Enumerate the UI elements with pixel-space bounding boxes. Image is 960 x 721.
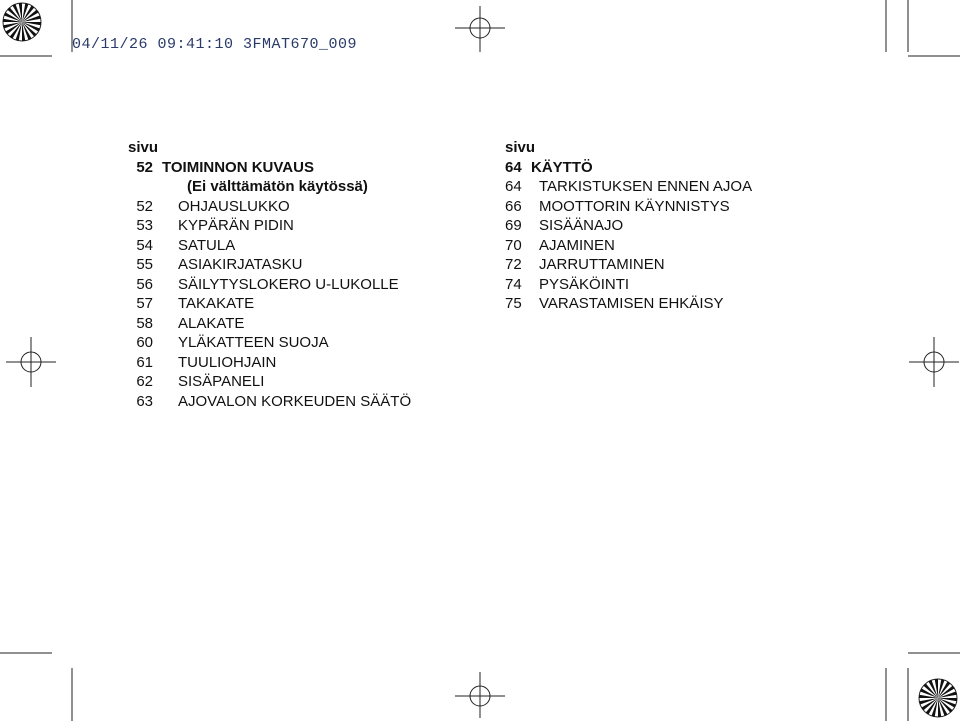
toc-title: TUULIOHJAIN — [178, 353, 277, 371]
toc-title: ASIAKIRJATASKU — [178, 256, 303, 273]
toc-page-number: 52 — [136, 158, 153, 176]
toc-entry — [128, 255, 411, 275]
toc-page-number: 62 — [136, 373, 153, 390]
toc-page-number: 52 — [136, 197, 153, 215]
toc-entry — [128, 236, 411, 256]
toc-title: ALAKATE — [178, 314, 245, 332]
toc-title: SATULA — [178, 236, 236, 254]
toc-title: TAKAKATE — [178, 295, 255, 312]
toc-page-number: 58 — [136, 314, 153, 332]
toc-section-heading — [505, 158, 752, 178]
page-column-heading: sivu — [505, 139, 536, 156]
toc-entry — [128, 216, 411, 236]
toc-title: (Ei välttämätön käytössä) — [187, 178, 368, 195]
toc-entry — [128, 275, 411, 295]
toc-entry — [505, 275, 752, 295]
toc-left-column — [128, 138, 411, 411]
toc-title: YLÄKATTEEN SUOJA — [178, 334, 329, 351]
toc-title: TOIMINNON KUVAUS — [162, 158, 314, 176]
toc-entry — [128, 333, 411, 353]
page-column-heading: sivu — [128, 139, 159, 156]
toc-entry — [505, 216, 752, 236]
toc-page-number: 66 — [505, 197, 522, 215]
starburst-target-top-left — [3, 3, 41, 41]
toc-title: SÄILYTYSLOKERO U-LUKOLLE — [178, 275, 399, 293]
toc-page-number: 57 — [136, 295, 153, 312]
toc-entry — [128, 314, 411, 334]
toc-page-number: 75 — [505, 295, 522, 312]
starburst-target-bottom-right — [919, 679, 957, 717]
toc-title: KÄYTTÖ — [531, 158, 593, 176]
toc-entry — [128, 392, 411, 412]
toc-page-number: 53 — [136, 217, 153, 234]
toc-entry — [128, 294, 411, 314]
toc-title: VARASTAMISEN EHKÄISY — [539, 295, 724, 312]
toc-title: PYSÄKÖINTI — [539, 275, 630, 293]
toc-entry — [505, 294, 752, 314]
toc-section-heading — [128, 158, 411, 178]
toc-section-note — [128, 177, 411, 197]
toc-title: TARKISTUKSEN ENNEN AJOA — [539, 178, 753, 195]
toc-title: SISÄÄNAJO — [539, 217, 624, 234]
toc-title: JARRUTTAMINEN — [539, 256, 665, 273]
toc-page-number: 64 — [505, 178, 522, 195]
toc-page-number: 60 — [136, 334, 153, 351]
toc-entry — [505, 177, 752, 197]
toc-title: KYPÄRÄN PIDIN — [178, 217, 294, 234]
crosshair-top — [455, 6, 505, 52]
toc-page-number: 56 — [136, 275, 153, 293]
toc-entry — [505, 236, 752, 256]
print-slug-line: 04/11/26 09:41:10 3FMAT670_009 — [72, 36, 358, 53]
toc-page-number — [128, 177, 153, 197]
toc-page-number: 70 — [505, 236, 522, 254]
toc-page-number: 74 — [505, 275, 522, 293]
toc-title: OHJAUSLUKKO — [178, 197, 290, 215]
toc-page-number: 61 — [136, 353, 153, 371]
toc-page-number: 64 — [505, 158, 522, 176]
toc-title: AJAMINEN — [539, 236, 615, 254]
toc-title: SISÄPANELI — [178, 373, 265, 390]
toc-title: MOOTTORIN KÄYNNISTYS — [539, 197, 730, 215]
toc-page-number: 69 — [505, 217, 522, 234]
toc-entry — [505, 255, 752, 275]
toc-page-number: 54 — [136, 236, 153, 254]
toc-entry — [128, 353, 411, 373]
toc-entry — [128, 372, 411, 392]
toc-page-number: 63 — [136, 392, 153, 410]
crosshair-bottom — [455, 672, 505, 718]
toc-page-number: 55 — [136, 256, 153, 273]
toc-title: AJOVALON KORKEUDEN SÄÄTÖ — [178, 392, 412, 410]
toc-page-number: 72 — [505, 256, 522, 273]
crosshair-right — [909, 337, 959, 387]
crosshair-left — [6, 337, 56, 387]
toc-entry — [128, 197, 411, 217]
toc-right-column — [505, 138, 752, 314]
toc-entry — [505, 197, 752, 217]
